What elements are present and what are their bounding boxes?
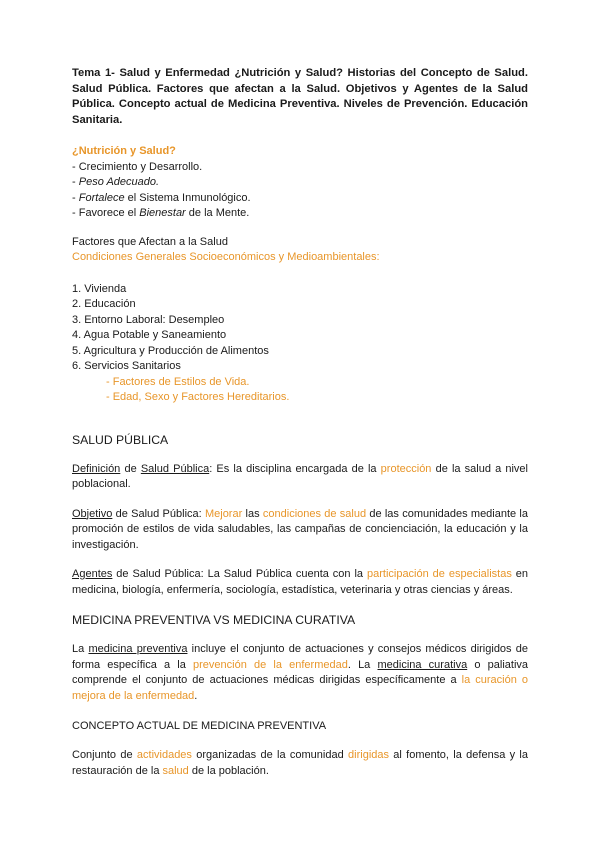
- salud-publica-heading: SALUD PÚBLICA: [72, 432, 169, 447]
- document-page: [72, 66, 528, 779]
- nutricion-heading: ¿Nutrición y Salud?: [72, 145, 176, 157]
- factores-sub-item: - Factores de Estilos de Vida.: [106, 375, 250, 388]
- agentes-paragraph: Agentes de Salud Pública: La Salud Pública cuenta con la participación de especialistas en medicina, biología, enfermería, sociología, estadística, veterinaria y otras ciencias y áreas.: [72, 568, 528, 596]
- factores-sub-item: - Edad, Sexo y Factores Hereditarios.: [106, 391, 290, 403]
- nutricion-item: - Crecimiento y Desarrollo.: [72, 160, 203, 173]
- factores-list-item: 4. Agua Potable y Saneamiento: [72, 329, 227, 341]
- factores-list-item: 6. Servicios Sanitarios: [72, 360, 181, 372]
- concepto-heading: CONCEPTO ACTUAL DE MEDICINA PREVENTIVA: [72, 720, 327, 732]
- objetivo-paragraph: Objetivo de Salud Pública: Mejorar las condiciones de salud de las comunidades mediante la promoción de estilos de vida saludables, las campañas de concienciación, la educación y la investigación.: [72, 507, 528, 551]
- nutricion-item: - Fortalece el Sistema Inmunológico.: [72, 191, 251, 204]
- document-title: Tema 1- Salud y Enfermedad ¿Nutrición y Salud? Historias del Concepto de Salud. Salud Pública. Factores que afectan a la Salud. Objetivos y Agentes de la Salud Pública. Concepto actual de Medicina Preventiva. Niveles de Prevención. Educación Sanitaria.: [72, 67, 528, 126]
- factores-list-item: 3. Entorno Laboral: Desempleo: [72, 313, 225, 326]
- factores-heading: Factores que Afectan a la Salud: [72, 235, 228, 248]
- factores-list-item: 2. Educación: [72, 298, 136, 310]
- factores-list-item: 5. Agricultura y Producción de Alimentos: [72, 344, 269, 357]
- definicion-paragraph: Definición de Salud Pública: Es la disciplina encargada de la protección de la salud a nivel poblacional.: [72, 462, 528, 490]
- factores-list-item: 1. Vivienda: [72, 282, 127, 295]
- nutricion-item: - Peso Adecuado.: [72, 176, 160, 188]
- medicina-heading: MEDICINA PREVENTIVA VS MEDICINA CURATIVA: [72, 613, 356, 627]
- nutricion-item: - Favorece el Bienestar de la Mente.: [72, 207, 250, 219]
- medicina-paragraph: La medicina preventiva incluye el conjunto de actuaciones y consejos médicos dirigidos de forma específica a la prevención de la enfermedad. La medicina curativa o paliativa comprende el conjunto de actuaciones médicas dirigidas específicamente a la curación o mejora de la enfermedad.: [72, 643, 529, 702]
- factores-subheading: Condiciones Generales Socioeconómicos y Medioambientales:: [72, 251, 380, 263]
- concepto-paragraph: Conjunto de actividades organizadas de la comunidad dirigidas al fomento, la defensa y la restauración de la salud de la población.: [72, 749, 528, 777]
